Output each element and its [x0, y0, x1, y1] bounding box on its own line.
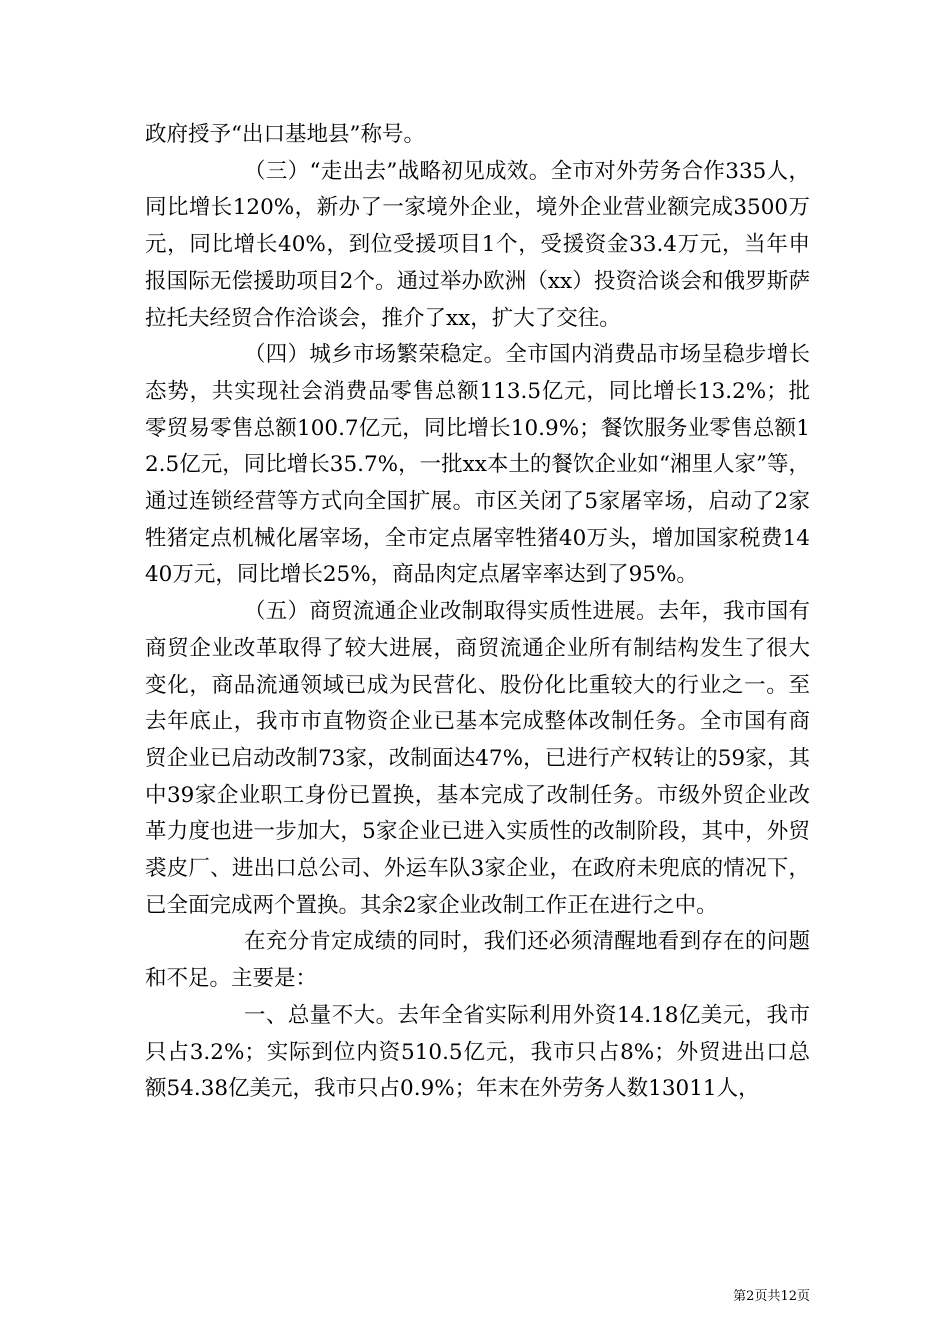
paragraph-problems-intro: 在充分肯定成绩的同时，我们还必须清醒地看到存在的问题和不足。主要是：	[145, 929, 810, 992]
paragraph-total-volume: 一、总量不大。去年全省实际利用外资14.18亿美元，我市只占3.2%；实际到位内资510.5亿元，我市只占8%；外贸进出口总额54.38亿美元，我市只占0.9%；年末在外劳务人数13011人，	[145, 1002, 810, 1102]
paragraph-going-global: （三）“走出去”战略初见成效。全市对外劳务合作335人，同比增长120%，新办了一家境外企业，境外企业营业额完成3500万元，同比增长40%，到位受援项目1个，受援资金33.4万元，当年申报国际无偿援助项目2个。通过举办欧洲（xx）投资洽谈会和俄罗斯萨拉托夫经贸合作洽谈会，推介了xx，扩大了交往。	[145, 158, 810, 331]
paragraph-continuation: 政府授予“出口基地县”称号。	[145, 122, 425, 147]
paragraph-urban-rural-market: （四）城乡市场繁荣稳定。全市国内消费品市场呈稳步增长态势，共实现社会消费品零售总额113.5亿元，同比增长13.2%；批零贸易零售总额100.7亿元，同比增长10.9%；餐饮服务业零售总额12.5亿元，同比增长35.7%，一批xx本土的餐饮企业如“湘里人家”等，通过连锁经营等方式向全国扩展。市区关闭了5家屠宰场，启动了2家牲猪定点机械化屠宰场，全市定点屠宰牲猪40万头，增加国家税费1440万元，同比增长25%，商品肉定点屠宰率达到了95%。	[145, 342, 810, 588]
page-number-footer: 第2页共12页	[733, 1289, 810, 1304]
paragraph-enterprise-reform: （五）商贸流通企业改制取得实质性进展。去年，我市国有商贸企业改革取得了较大进展，商贸流通企业所有制结构发生了很大变化，商品流通领域已成为民营化、股份化比重较大的行业之一。至去年底止，我市市直物资企业已基本完成整体改制任务。全市国有商贸企业已启动改制73家，改制面达47%，已进行产权转让的59家，其中39家企业职工身份已置换，基本完成了改制任务。市级外贸企业改革力度也进一步加大，5家企业已进入实质性的改制阶段，其中，外贸裘皮厂、进出口总公司、外运车队3家企业，在政府未兜底的情况下，已全面完成两个置换。其余2家企业改制工作正在进行之中。	[145, 599, 810, 918]
document-body	[145, 117, 810, 1108]
